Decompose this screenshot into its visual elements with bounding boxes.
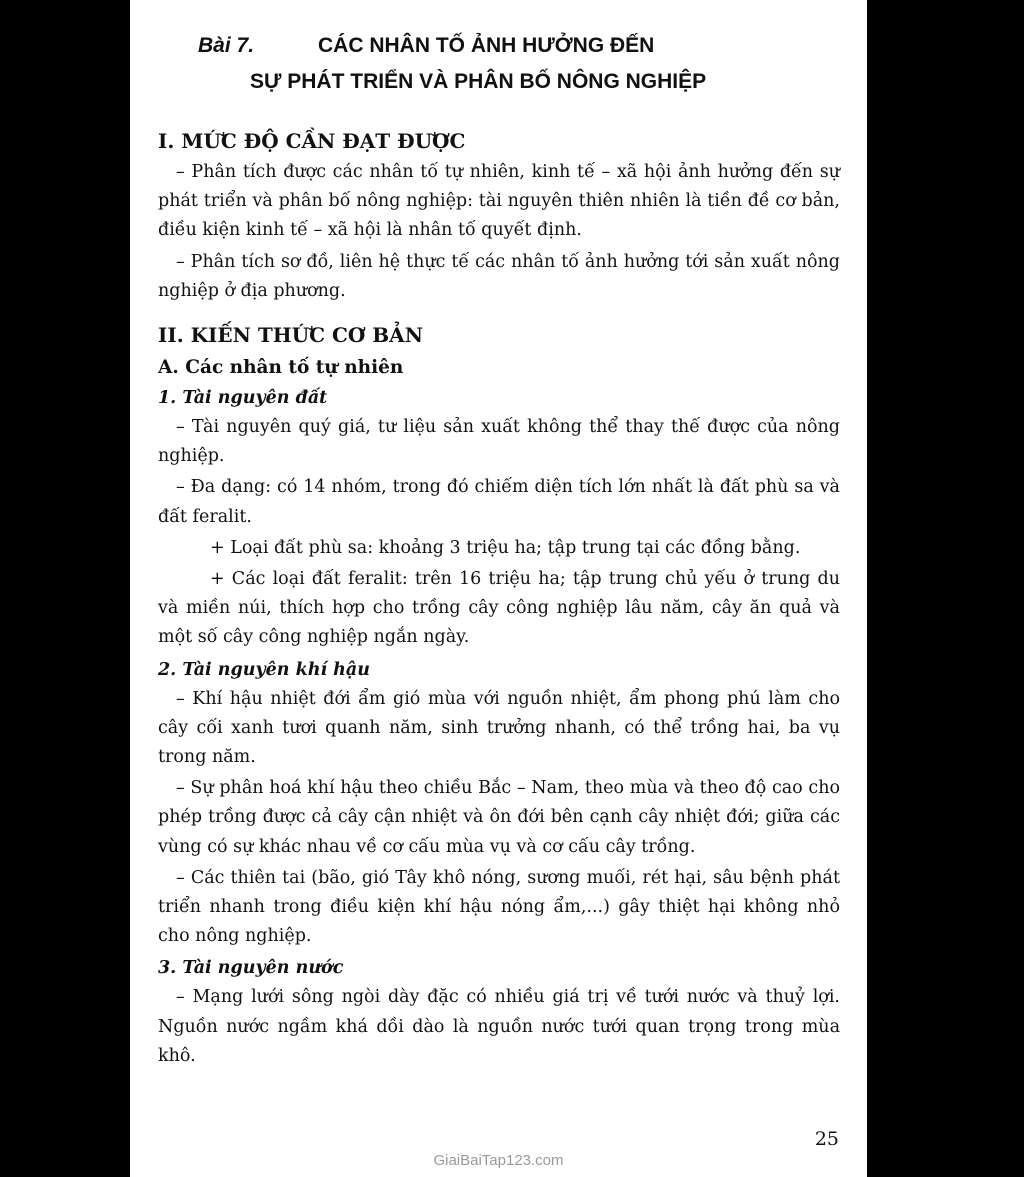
watermark: GiaiBaiTap123.com	[433, 1152, 564, 1169]
subsection-a-heading: A. Các nhân tố tự nhiên	[158, 357, 404, 379]
document-page	[130, 0, 867, 1177]
paragraph: – Phân tích được các nhân tố tự nhiên, kinh tế – xã hội ảnh hưởng đến sự phát triển và phân bố nông nghiệp: tài nguyên thiên nhiên là tiền đề cơ bản, điều kiện kinh tế – xã hội là nhân tố quyết định.	[158, 162, 840, 241]
lesson-title-line-1: CÁC NHÂN TỐ ẢNH HƯỞNG ĐẾN	[318, 34, 655, 57]
paragraph: – Sự phân hoá khí hậu theo chiều Bắc – Nam, theo mùa và theo độ cao cho phép trồng được cả cây cận nhiệt và ôn đới bên cạnh cây nhiệt đới; giữa các vùng có sự khác nhau về cơ cấu mùa vụ và cơ cấu cây trồng.	[158, 778, 840, 857]
paragraph: – Phân tích sơ đồ, liên hệ thực tế các nhân tố ảnh hưởng tới sản xuất nông nghiệp ở địa phương.	[158, 251, 840, 301]
paragraph: – Tài nguyên quý giá, tư liệu sản xuất không thể thay thế được của nông nghiệp.	[158, 417, 840, 467]
lesson-number: Bài 7.	[198, 34, 255, 57]
section-1-heading: I. MỨC ĐỘ CẦN ĐẠT ĐƯỢC	[158, 129, 466, 153]
item-2-heading: 2. Tài nguyên khí hậu	[158, 659, 370, 680]
page-content	[158, 124, 840, 1073]
item-3-heading: 3. Tài nguyên nước	[158, 958, 344, 979]
bullet-item: + Loại đất phù sa: khoảng 3 triệu ha; tập trung tại các đồng bằng.	[210, 537, 801, 558]
paragraph: – Các thiên tai (bão, gió Tây khô nóng, sương muối, rét hại, sâu bệnh phát triển nhanh trong điều kiện khí hậu nóng ẩm,...) gây thiệt hại không nhỏ cho nông nghiệp.	[158, 867, 840, 947]
bullet-item: + Các loại đất feralit: trên 16 triệu ha; tập trung chủ yếu ở trung du và miền núi, thích hợp cho trồng cây công nghiệp lâu năm, cây ăn quả và một số cây công nghiệp ngắn ngày.	[158, 569, 840, 648]
page-number: 25	[814, 1128, 839, 1150]
item-1-heading: 1. Tài nguyên đất	[158, 388, 328, 409]
lesson-title-line-2: SỰ PHÁT TRIỂN VÀ PHÂN BỐ NÔNG NGHIỆP	[250, 70, 707, 93]
paragraph: – Mạng lưới sông ngòi dày đặc có nhiều giá trị về tưới nước và thuỷ lợi. Nguồn nước ngầm khá dồi dào là nguồn nước tưới quan trọng trong mùa khô.	[158, 987, 840, 1066]
paragraph: – Khí hậu nhiệt đới ẩm gió mùa với nguồn nhiệt, ẩm phong phú làm cho cây cối xanh tươi quanh năm, sinh trưởng nhanh, có thể trồng hai, ba vụ trong năm.	[158, 688, 840, 768]
section-2-heading: II. KIẾN THỨC CƠ BẢN	[158, 323, 423, 348]
paragraph: – Đa dạng: có 14 nhóm, trong đó chiếm diện tích lớn nhất là đất phù sa và đất feralit.	[158, 477, 840, 527]
